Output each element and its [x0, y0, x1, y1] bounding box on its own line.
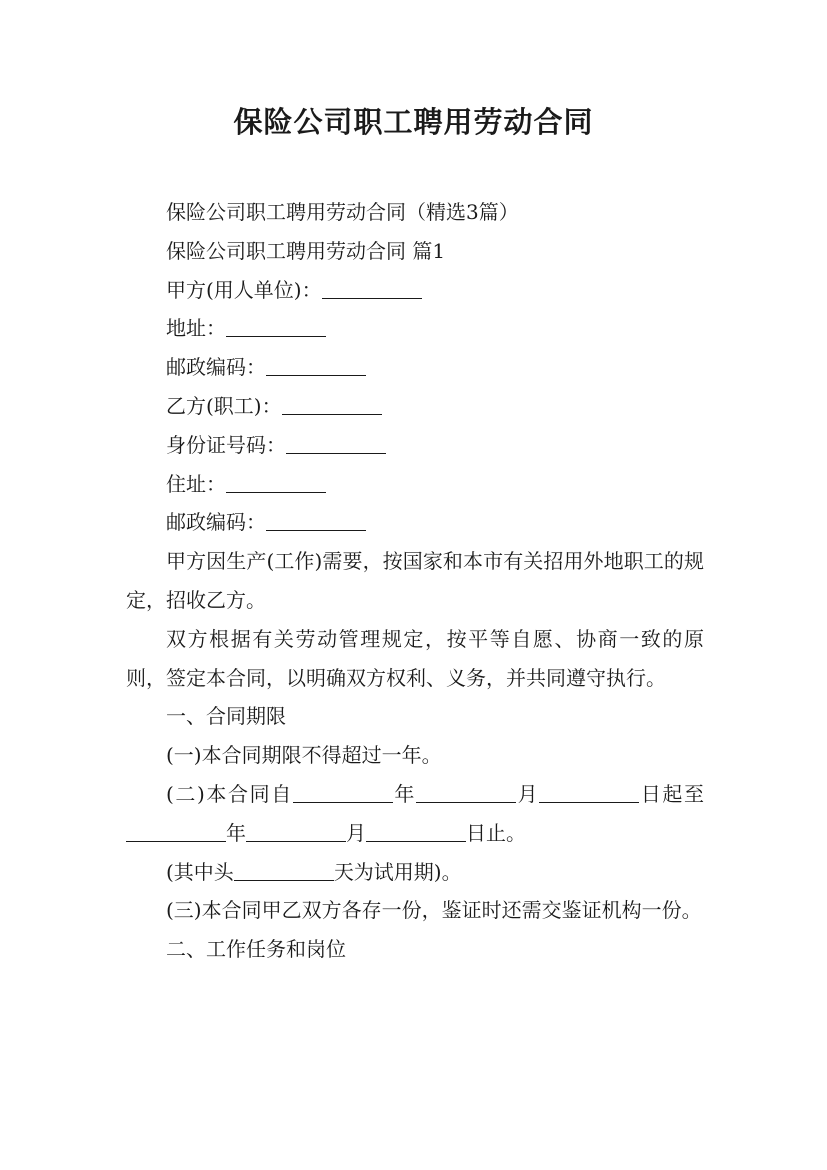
term-2-year1-blank: [293, 782, 393, 803]
id-label: 身份证号码：: [166, 432, 286, 457]
address-blank: [226, 316, 326, 337]
term-2-day1-blank: [539, 782, 639, 803]
residence-line: [126, 465, 704, 504]
postcode-blank: [266, 355, 366, 376]
residence-label: 住址：: [166, 471, 226, 496]
term-probation-prefix: (其中头: [166, 859, 234, 884]
residence-blank: [226, 472, 326, 493]
term-probation: [126, 853, 704, 892]
term-2-day1: 日起至: [639, 781, 705, 806]
heading-term: 一、合同期限: [166, 704, 286, 729]
party-a-blank: [322, 278, 422, 299]
postcode2-blank: [266, 510, 366, 531]
term-2-year2-blank: [126, 821, 226, 842]
document-body: [126, 193, 704, 969]
party-a-label: 甲方(用人单位)：: [166, 277, 322, 302]
term-2-day2-blank: [366, 821, 466, 842]
term-2-prefix: (二)本合同自: [166, 781, 293, 806]
term-1: (一)本合同期限不得超过一年。: [166, 743, 442, 768]
party-b-line: [126, 387, 704, 426]
address-label: 地址：: [166, 316, 226, 341]
postcode-label: 邮政编码：: [166, 355, 266, 380]
party-b-blank: [282, 394, 382, 415]
id-line: [126, 426, 704, 465]
document-title: 保险公司职工聘用劳动合同: [233, 105, 594, 139]
term-2-year1: 年: [392, 781, 417, 806]
term-2-day2: 日止。: [466, 820, 526, 845]
term-3: (三)本合同甲乙双方各存一份，鉴证时还需交鉴证机构一份。: [166, 898, 702, 923]
id-blank: [286, 433, 386, 454]
subtitle: 保险公司职工聘用劳动合同（精选3篇）: [166, 200, 519, 224]
term-2: [126, 775, 704, 853]
term-probation-suffix: 天为试用期)。: [333, 859, 462, 884]
term-2-month1: 月: [516, 781, 540, 806]
heading-duty: 二、工作任务和岗位: [166, 937, 346, 962]
term-2-month1-blank: [416, 782, 516, 803]
party-b-label: 乙方(职工)：: [166, 393, 282, 418]
term-2-month2: 月: [346, 820, 366, 845]
postcode2-label: 邮政编码：: [166, 510, 266, 535]
postcode-line: [126, 348, 704, 387]
paragraph-recruit: 甲方因生产(工作)需要，按国家和本市有关招用外地职工的规定，招收乙方。: [126, 549, 704, 612]
term-probation-blank: [234, 860, 334, 881]
postcode2-line: [126, 503, 704, 542]
party-a-line: [126, 271, 704, 310]
section-title: 保险公司职工聘用劳动合同 篇1: [166, 238, 446, 263]
term-2-year2: 年: [226, 820, 246, 845]
term-2-month2-blank: [246, 821, 346, 842]
paragraph-principle: 双方根据有关劳动管理规定，按平等自愿、协商一致的原则，签定本合同，以明确双方权利、义务，并共同遵守执行。: [126, 626, 704, 690]
address-line: [126, 309, 704, 348]
